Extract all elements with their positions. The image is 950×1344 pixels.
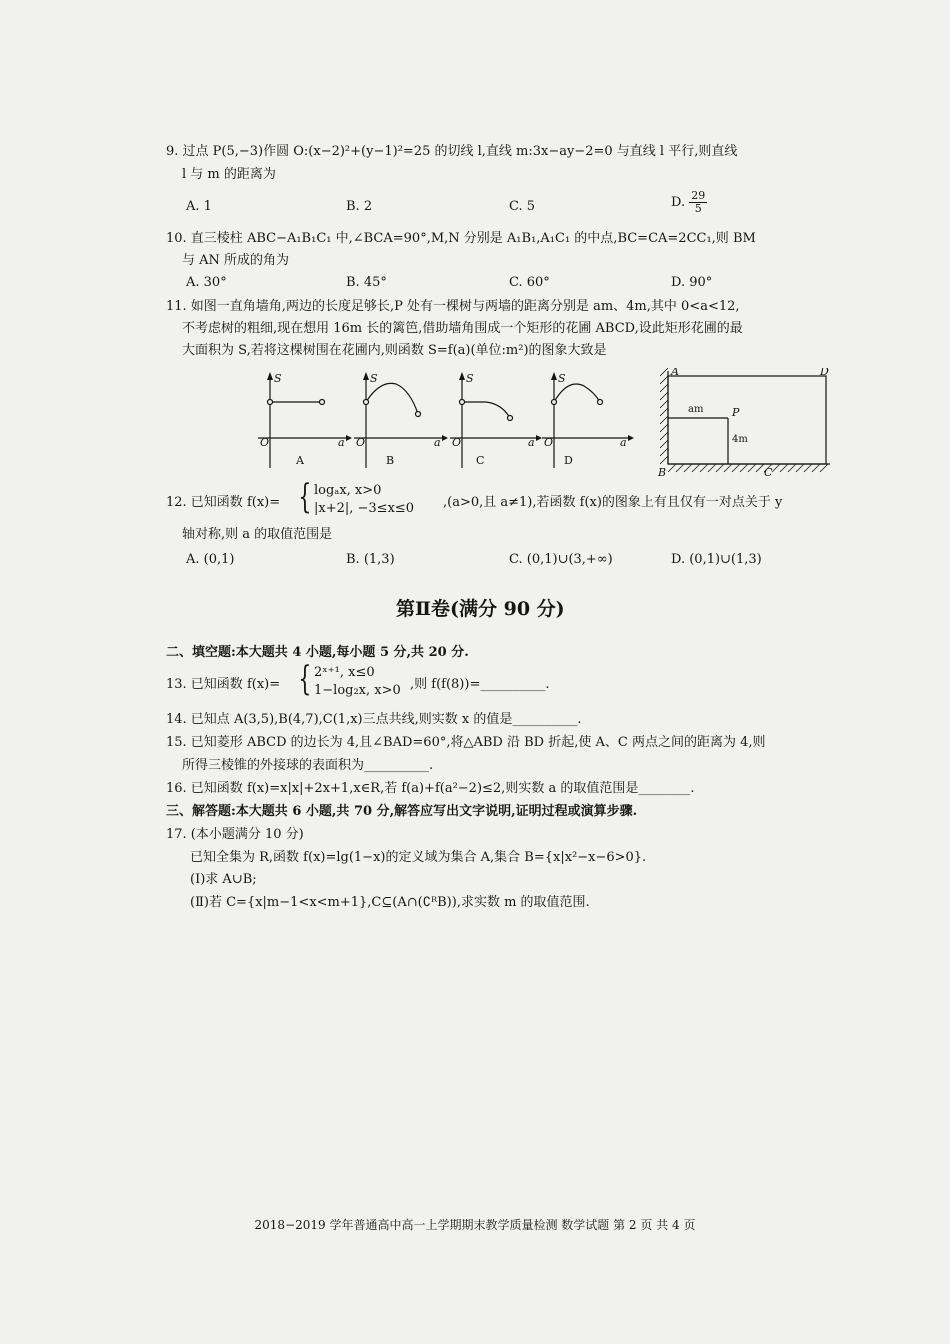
q12-option-c: C. (0,1)∪(3,+∞) <box>509 552 613 567</box>
q9-option-c: C. 5 <box>509 199 536 214</box>
q11-graph-c-caption: C <box>476 454 485 467</box>
q11-fig-point-a: A <box>671 368 679 378</box>
q13-suffix: ,则 f(f(8))=__________. <box>410 677 550 692</box>
q11-wall-figure <box>660 368 830 472</box>
q12-brace: { <box>298 477 312 517</box>
q11-fig-point-p: P <box>732 406 740 419</box>
q11-graph-a-o-label: O <box>260 436 270 449</box>
q11-graph-c-o-label: O <box>452 436 462 449</box>
q15-line2: 所得三棱锥的外接球的表面积为__________. <box>182 758 434 773</box>
q10-option-c: C. 60° <box>509 275 550 290</box>
q13-brace: { <box>298 659 312 699</box>
q11-fig-point-b: B <box>658 466 667 479</box>
q11-graph-c <box>450 372 542 468</box>
q10-option-a: A. 30° <box>186 275 227 290</box>
q17-line2: (Ⅰ)求 A∪B; <box>190 872 257 887</box>
q13-case2: 1−log₂x, x>0 <box>314 683 401 698</box>
q15-line1: 15. 已知菱形 ABCD 的边长为 4,且∠BAD=60°,将△ABD 沿 BD 折起,使 A、C 两点之间的距离为 4,则 <box>166 735 766 750</box>
q12-option-a: A. (0,1) <box>186 552 235 567</box>
q17-line1: 已知全集为 R,函数 f(x)=lg(1−x)的定义域为集合 A,集合 B={x|x²−x−6>0}. <box>190 850 647 865</box>
q12-prefix: 12. 已知函数 f(x)= <box>166 495 281 510</box>
q9-option-d-numerator: 29 <box>691 189 706 202</box>
part3-title: 三、解答题:本大题共 6 小题,共 70 分,解答应写出文字说明,证明过程或演算步骤. <box>166 804 638 819</box>
q10-option-d: D. 90° <box>671 275 713 290</box>
q11-graph-a-caption: A <box>296 454 304 467</box>
q9-option-d-fraction <box>689 190 707 215</box>
section2-title: 第Ⅱ卷(满分 90 分) <box>396 598 565 620</box>
q12-option-d: D. (0,1)∪(1,3) <box>671 552 762 567</box>
q13-case1: 2ˣ⁺¹, x≤0 <box>314 665 375 680</box>
q11-fig-point-d: D <box>820 368 829 378</box>
q11-fig-4m-label: 4m <box>732 434 748 445</box>
q12-suffix: ,(a>0,且 a≠1),若函数 f(x)的图象上有且仅有一对点关于 y <box>443 495 783 510</box>
q16-text: 16. 已知函数 f(x)=x|x|+2x+1,x∈R,若 f(a)+f(a²−2)≤2,则实数 a 的取值范围是________. <box>166 781 695 796</box>
q11-graph-d <box>542 372 634 468</box>
q11-line3: 大面积为 S,若将这棵树围在花圃内,则函数 S=f(a)(单位:m²)的图象大致是 <box>182 343 607 358</box>
q11-graph-b <box>354 372 448 468</box>
q9-option-b: B. 2 <box>346 199 373 214</box>
q12-option-b: B. (1,3) <box>346 552 395 567</box>
q11-graph-d-o-label: O <box>544 436 554 449</box>
q9-line2: l 与 m 的距离为 <box>182 167 276 182</box>
q11-graph-a-x-label: a <box>338 436 345 449</box>
page-footer: 2018−2019 学年普通高中高一上学期期末教学质量检测 数学试题 第 2 页 共 4 页 <box>254 1218 696 1232</box>
q9-line1: 9. 过点 P(5,−3)作圆 O:(x−2)²+(y−1)²=25 的切线 l,直线 m:3x−ay−2=0 与直线 l 平行,则直线 <box>166 144 738 159</box>
q11-figures <box>250 368 850 480</box>
q10-option-b: B. 45° <box>346 275 387 290</box>
q12-piecewise <box>298 477 450 520</box>
q11-graph-b-caption: B <box>386 454 395 467</box>
q11-graph-d-s-label: S <box>558 372 566 385</box>
q9-option-d-label: D. <box>671 195 686 210</box>
q11-graph-c-s-label: S <box>466 372 474 385</box>
q9-option-a: A. 1 <box>186 199 212 214</box>
q17-line3: (Ⅱ)若 C={x|m−1<x<m+1},C⊆(A∩(∁ᴿB)),求实数 m 的取值范围. <box>190 895 590 910</box>
q12-line2: 轴对称,则 a 的取值范围是 <box>182 527 333 542</box>
q10-line2: 与 AN 所成的角为 <box>182 253 290 268</box>
q11-fig-am-label: am <box>688 404 704 415</box>
q11-graph-b-o-label: O <box>356 436 366 449</box>
q11-graph-a-s-label: S <box>274 372 282 385</box>
q9-option-d-denominator: 5 <box>694 202 702 215</box>
q11-graph-b-s-label: S <box>370 372 378 385</box>
q12-case2: |x+2|, −3≤x≤0 <box>314 501 415 516</box>
q11-graph-b-x-label: a <box>434 436 441 449</box>
q13-prefix: 13. 已知函数 f(x)= <box>166 677 281 692</box>
q17-head: 17. (本小题满分 10 分) <box>166 827 304 842</box>
q11-graph-c-x-label: a <box>528 436 535 449</box>
q11-graph-d-caption: D <box>564 454 573 467</box>
part2-title: 二、填空题:本大题共 4 小题,每小题 5 分,共 20 分. <box>166 645 469 660</box>
q10-line1: 10. 直三棱柱 ABC−A₁B₁C₁ 中,∠BCA=90°,M,N 分别是 A₁B₁,A₁C₁ 的中点,BC=CA=2CC₁,则 BM <box>166 231 756 246</box>
q9-option-d <box>671 190 707 215</box>
q12-case1: logₐx, x>0 <box>314 483 382 498</box>
q11-line1: 11. 如图一直角墙角,两边的长度足够长,P 处有一棵树与两墙的距离分别是 am、4m,其中 0<a<12, <box>166 299 740 314</box>
q11-fig-point-c: C <box>764 466 773 479</box>
q14-text: 14. 已知点 A(3,5),B(4,7),C(1,x)三点共线,则实数 x 的值是__________. <box>166 712 582 727</box>
q11-graph-a <box>258 372 352 468</box>
q11-graph-d-x-label: a <box>620 436 627 449</box>
q11-line2: 不考虑树的粗细,现在想用 16m 长的篱笆,借助墙角围成一个矩形的花圃 ABCD,设此矩形花圃的最 <box>182 321 743 336</box>
q13-piecewise <box>298 659 420 702</box>
